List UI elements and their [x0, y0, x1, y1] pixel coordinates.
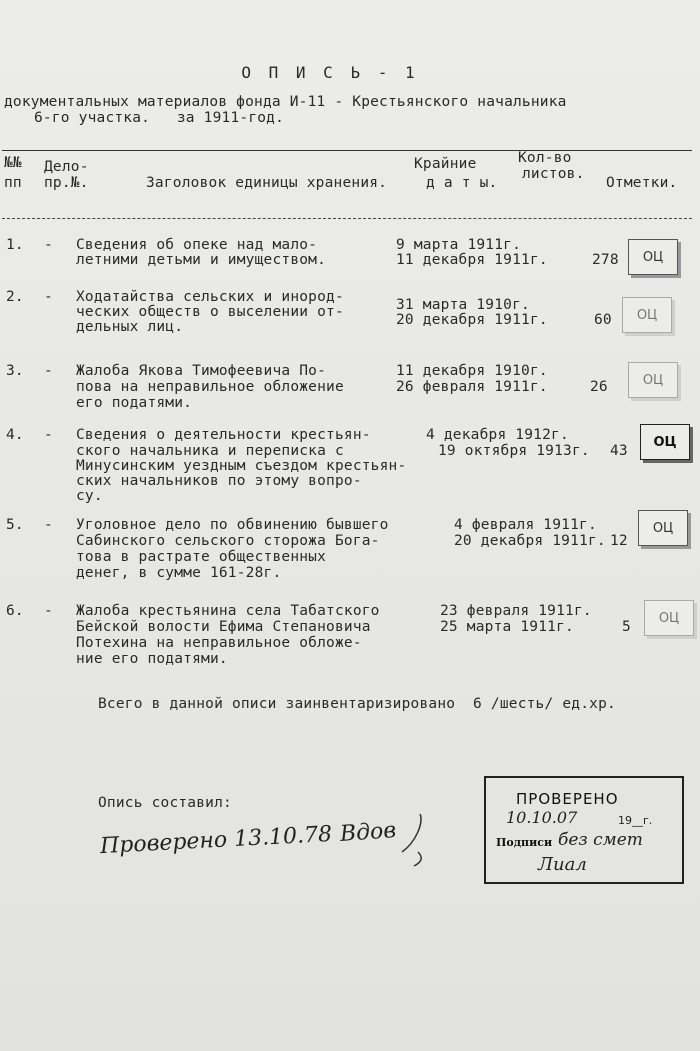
- item-date-end: 26 февраля 1911г.: [396, 379, 548, 395]
- item-title-line: ских начальников по этому вопро-: [76, 473, 362, 489]
- header-top-rule: [2, 150, 692, 151]
- item-dash: -: [44, 237, 53, 253]
- handwritten-check-note: Проверено 13.10.78: [99, 821, 333, 860]
- item-date-start: 31 марта 1910г.: [396, 297, 530, 313]
- item-title-line: това в растрате общественных: [76, 549, 327, 565]
- item-title-line: Сабинского сельского сторожа Бога-: [76, 533, 380, 549]
- item-title-line: Минусинским уездным съездом крестьян-: [76, 458, 407, 474]
- verification-stamp-signature: Лиал: [538, 854, 587, 875]
- item-number: 3.: [6, 363, 24, 379]
- item-date-end: 20 декабря 1911г.: [396, 312, 548, 328]
- item-title-line: Ходатайства сельских и инород-: [76, 289, 344, 305]
- header-num-bottom: пп: [4, 175, 22, 191]
- item-title-line: су.: [76, 488, 103, 504]
- item-sheet-count: 12: [610, 533, 628, 549]
- verification-stamp-sign-label: Подписи: [496, 836, 553, 849]
- item-dash: -: [44, 427, 53, 443]
- item-number: 4.: [6, 427, 24, 443]
- item-sheet-count: 278: [592, 252, 619, 268]
- header-dates-bottom: д а т ы.: [426, 175, 498, 191]
- item-number: 1.: [6, 237, 24, 253]
- document-subtitle-line2: 6-го участка. за 1911-год.: [34, 110, 285, 126]
- verification-stamp: [484, 776, 684, 884]
- item-sheet-count: 60: [594, 312, 612, 328]
- header-title-column: Заголовок единицы хранения.: [146, 175, 388, 191]
- compiled-by-label: Опись составил:: [98, 795, 232, 811]
- verification-stamp-year: 19__г.: [618, 814, 653, 827]
- header-notes: Отметки.: [606, 175, 678, 191]
- verification-stamp-date: 10.10.07: [506, 808, 578, 827]
- item-number: 2.: [6, 289, 24, 305]
- item-title-line: ческих обществ о выселении от-: [76, 304, 344, 320]
- item-sheet-count: 26: [590, 379, 608, 395]
- header-delo-top: Дело-: [44, 159, 89, 175]
- item-sheet-count: 5: [622, 619, 631, 635]
- item-title-line: ского начальника и переписка с: [76, 443, 344, 459]
- item-title-line: Сведения об опеке над мало-: [76, 237, 318, 253]
- document-title: О П И С Ь - 1: [241, 63, 419, 82]
- item-date-end: 19 октября 1913г.: [438, 443, 590, 459]
- item-title-line: ние его податями.: [76, 651, 228, 667]
- item-title-line: Потехина на неправильное обложе-: [76, 635, 362, 651]
- oc-stamp: ОЦ: [644, 600, 694, 636]
- item-date-start: 11 декабря 1910г.: [396, 363, 548, 379]
- item-number: 6.: [6, 603, 24, 619]
- oc-stamp: ОЦ: [628, 239, 678, 275]
- oc-stamp: ОЦ: [628, 362, 678, 398]
- item-sheet-count: 43: [610, 443, 628, 459]
- item-date-end: 20 декабря 1911г.: [454, 533, 606, 549]
- item-date-start: 4 декабря 1912г.: [426, 427, 569, 443]
- header-count-top: Кол-во: [518, 150, 572, 166]
- item-date-start: 4 февраля 1911г.: [454, 517, 597, 533]
- item-dash: -: [44, 289, 53, 305]
- item-title-line: Сведения о деятельности крестьян-: [76, 427, 371, 443]
- item-date-start: 23 февраля 1911г.: [440, 603, 592, 619]
- item-title-line: летними детьми и имуществом.: [76, 252, 327, 268]
- oc-stamp: ОЦ: [640, 424, 690, 460]
- item-title-line: его податями.: [76, 395, 193, 411]
- item-title-line: Уголовное дело по обвинению бывшего: [76, 517, 389, 533]
- header-num-top: №№: [4, 155, 22, 171]
- header-bottom-rule: [2, 218, 692, 219]
- item-date-end: 25 марта 1911г.: [440, 619, 574, 635]
- item-dash: -: [44, 603, 53, 619]
- header-delo-bottom: пр.№.: [44, 175, 89, 191]
- item-date-start: 9 марта 1911г.: [396, 237, 522, 253]
- header-count-bottom: листов.: [522, 166, 585, 182]
- summary-line: Всего в данной описи заинвентаризировано 6 /шесть/ ед.хр.: [98, 696, 616, 712]
- item-title-line: Бейской волости Ефима Степановича: [76, 619, 371, 635]
- verification-stamp-signature: без смет: [558, 830, 643, 850]
- oc-stamp: ОЦ: [638, 510, 688, 546]
- item-dash: -: [44, 517, 53, 533]
- item-date-end: 11 декабря 1911г.: [396, 252, 548, 268]
- document-subtitle-line1: документальных материалов фонда И-11 - Крестьянского начальника: [4, 94, 567, 110]
- header-dates-top: Крайние: [414, 156, 477, 172]
- handwritten-signature: Вдов: [339, 818, 397, 847]
- signature-flourish: [396, 812, 436, 868]
- item-title-line: Жалоба крестьянина села Табатского: [76, 603, 380, 619]
- item-number: 5.: [6, 517, 24, 533]
- item-title-line: дельных лиц.: [76, 319, 184, 335]
- item-title-line: денег, в сумме 161-28г.: [76, 565, 282, 581]
- item-title-line: Жалоба Якова Тимофеевича По-: [76, 363, 327, 379]
- item-title-line: пова на неправильное обложение: [76, 379, 344, 395]
- verification-stamp-title: ПРОВЕРЕНО: [516, 790, 619, 808]
- item-dash: -: [44, 363, 53, 379]
- oc-stamp: ОЦ: [622, 297, 672, 333]
